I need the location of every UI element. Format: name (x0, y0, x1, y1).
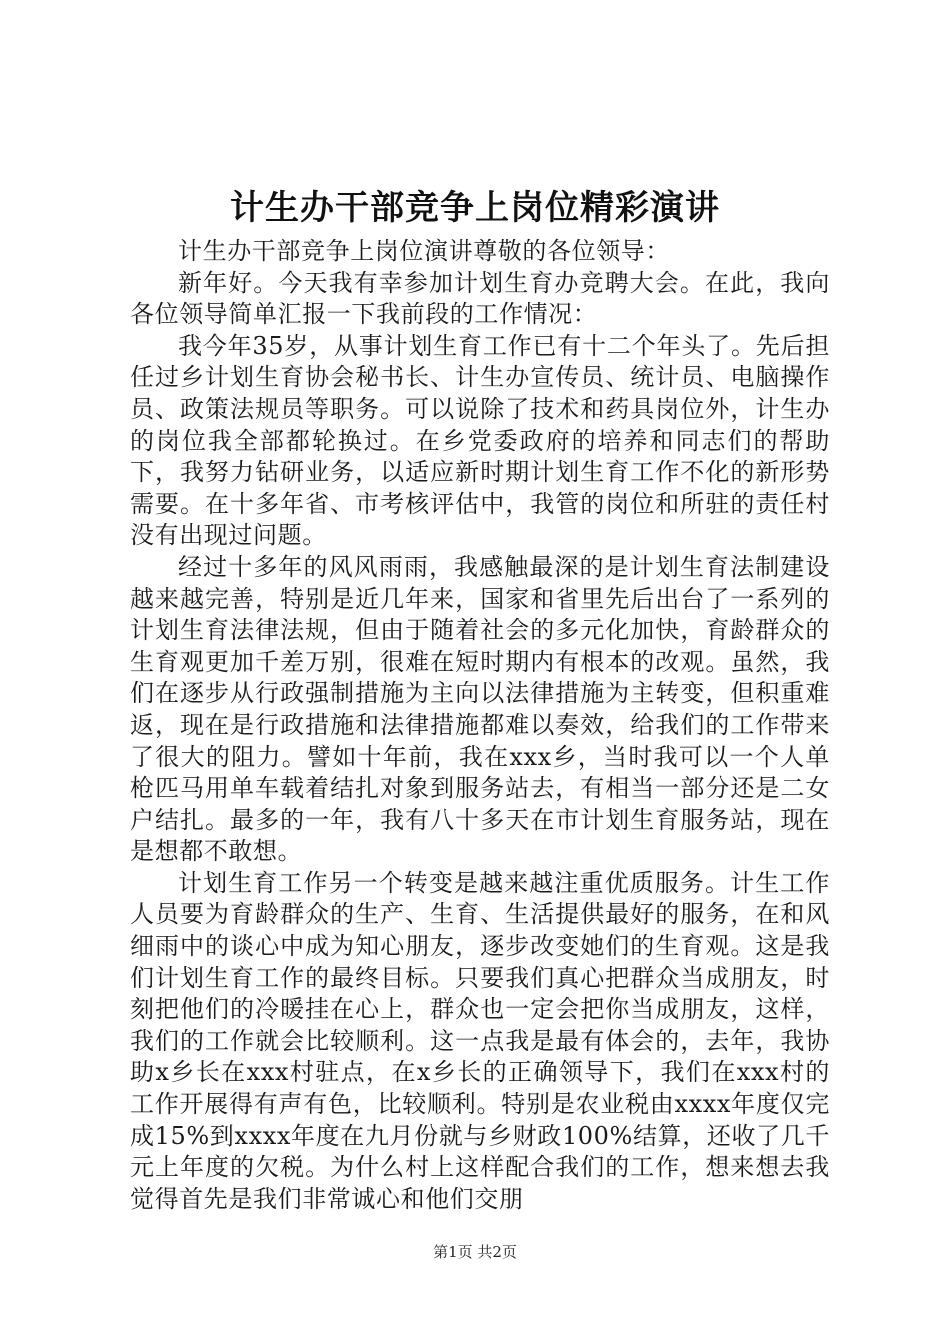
paragraph: 新年好。今天我有幸参加计划生育办竞聘大会。在此，我向各位领导简单汇报一下我前段的工作情况： (130, 268, 830, 329)
paragraph: 计生办干部竞争上岗位演讲尊敬的各位领导： (178, 237, 670, 265)
paragraph: 经过十多年的风风雨雨，我感触最深的是计划生育法制建设越来越完善，特别是近几年来，国家和省里先后出台了一系列的计划生育法律法规，但由于随着社会的多元化加快，育龄群众的生育观更加千差万别，很难在短时期内有根本的改观。虽然，我们在逐步从行政强制措施为主向以法律措施为主转变，但积重难返，现在是行政措施和法律措施都难以奏效，给我们的工作带来了很大的阻力。譬如十年前，我在xxx乡，当时我可以一个人单枪匹马用单车载着结扎对象到服务站去，有相当一部分还是二女户结扎。最多的一年，我有八十多天在市计划生育服务站，现在是想都不敢想。 (130, 552, 830, 866)
paragraph: 计划生育工作另一个转变是越来越注重优质服务。计生工作人员要为育龄群众的生产、生育、生活提供最好的服务，在和风细雨中的谈心中成为知心朋友，逐步改变她们的生育观。这是我们计划生育工作的最终目标。只要我们真心把群众当成朋友，时刻把他们的冷暖挂在心上，群众也一定会把你当成朋友，这样，我们的工作就会比较顺利。这一点我是最有体会的，去年，我协助x乡长在xxx村驻点，在x乡长的正确领导下，我们在xxx村的工作开展得有声有色，比较顺利。特别是农业税由xxxx年度仅完成15%到xxxx年度在九月份就与乡财政100%结算，还收了几千元上年度的欠税。为什么村上这样配合我们的工作，想来想去我觉得首先是我们非常诚心和他们交朋 (130, 868, 830, 1213)
paragraph: 我今年35岁，从事计划生育工作已有十二个年头了。先后担任过乡计划生育协会秘书长、计生办宣传员、统计员、电脑操作员、政策法规员等职务。可以说除了技术和药具岗位外，计生办的岗位我全部都轮换过。在乡党委政府的培养和同志们的帮助下，我努力钻研业务，以适应新时期计划生育工作不化的新形势需要。在十多年省、市考核评估中，我管的岗位和所驻的责任村没有出现过问题。 (130, 331, 830, 550)
document-body (130, 236, 830, 1215)
page-number-footer: 第1页 共2页 (433, 1243, 517, 1261)
document-title: 计生办干部竞争上岗位精彩演讲 (230, 188, 720, 228)
